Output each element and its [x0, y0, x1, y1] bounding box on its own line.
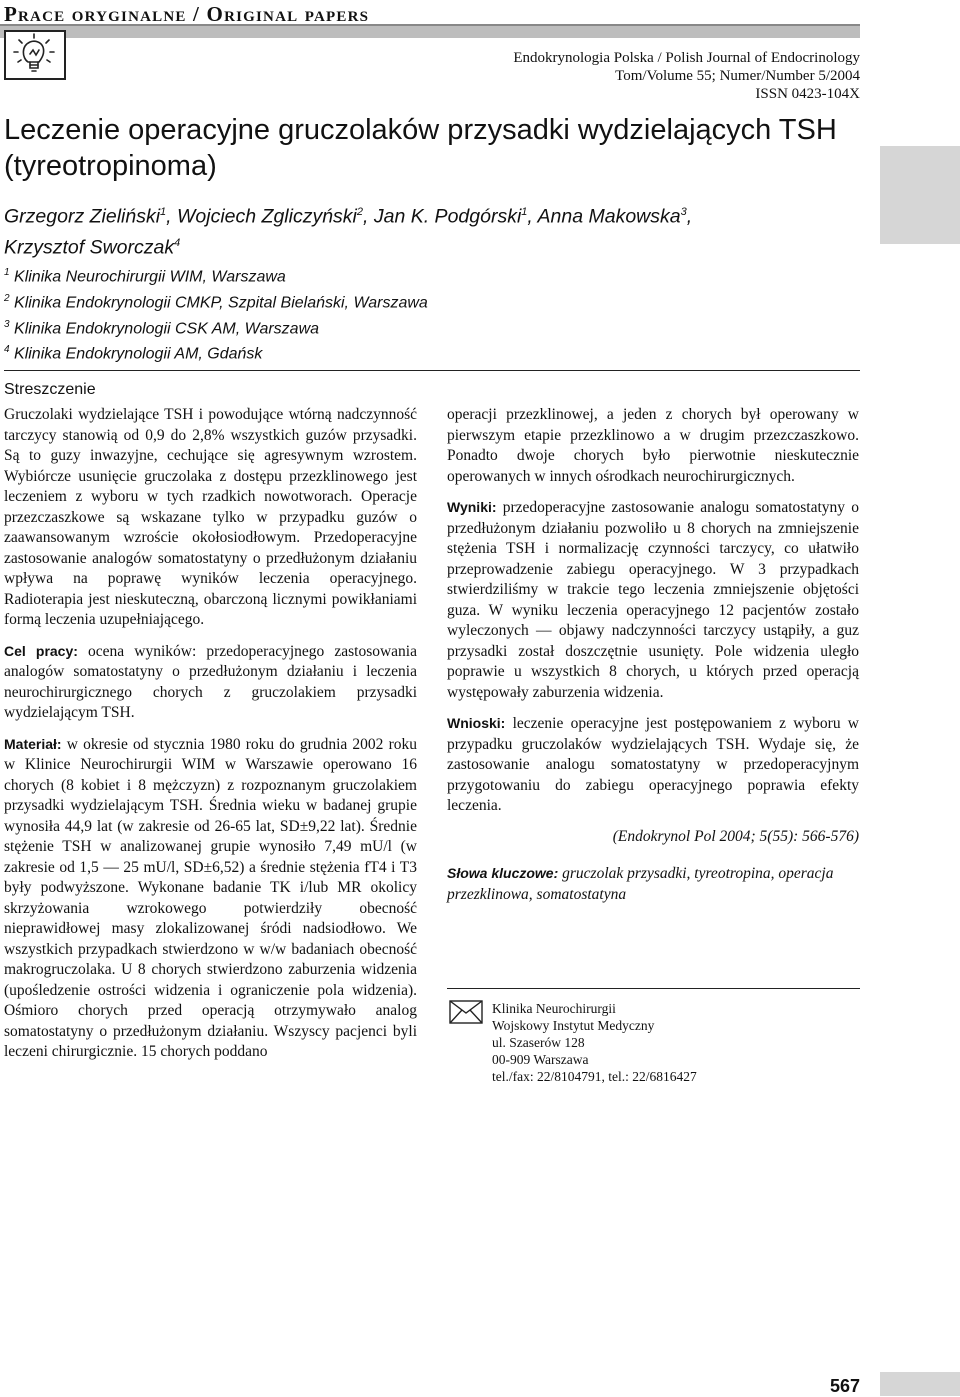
abstract-intro: Gruczolaki wydzielające TSH i powodujące wtórną nadczynność tarczycy stanowią od 0,9 do 2,8% wszystkich guzów przysadki. Są to guzy inwazyjne, cechujące się agresywnym wzrostem. Wybiórcze usunięcie gruczolaka z dostępu przezklinowego jest leczeniem z wyboru w tych rzadkich nowotworach. Operacje przezczaszkowe są wskazane tylko w przypadku guzów o zaawansowanym wzroście okołosiodłowym. Przedoperacyjne zastosowanie analogów somatostatyny o przedłużonym działaniu wpływa na poprawę wyników leczenia operacyjnego. Radioterapia jest nieskuteczną, obarczoną licznymi powikłaniami formą leczenia uzupełniającego.: [4, 406, 417, 628]
abstract-right-column: [447, 405, 859, 915]
author-affiliation-mark: 4: [174, 236, 181, 249]
affiliation-number: 2: [4, 292, 10, 304]
journal-issn: ISSN 0423-104X: [755, 86, 860, 102]
keywords-text: gruczolak przysadki, tyreotropina, operacja przezklinowa, somatostatyna: [447, 865, 834, 903]
abstract-results: [447, 497, 859, 703]
affiliation-text: Klinika Neurochirurgii WIM, Warszawa: [14, 268, 286, 286]
results-label: Wyniki:: [447, 499, 497, 515]
conclusions-text: leczenie operacyjne jest postępowaniem z wyboru w przypadku gruczolaków wydzielających TSH. Wydaje się, że zastosowanie analogu somatostatyny w przedoperacyjnym przygotowaniu do zabiegu operacyjnego poprawia efekty leczenia.: [447, 715, 859, 814]
abstract-conclusions: [447, 713, 859, 817]
affiliation-item: [4, 288, 428, 314]
correspondence-line: ul. Szaserów 128: [492, 1035, 585, 1050]
author-affiliation-mark: 1: [160, 206, 167, 218]
author-name: Anna Makowska: [537, 205, 681, 228]
abstract-heading: Streszczenie: [4, 381, 96, 398]
correspondence-line: Wojskowy Instytut Medyczny: [492, 1018, 655, 1033]
keywords: [447, 863, 859, 905]
results-text: przedoperacyjne zastosowanie analogu somatostatyny o przedłużonym działaniu pozwoliło u 8 chorych na zmniejszenie stężenia TSH i normalizację czynności tarczycy, co ułatwiło przeprowadzenie zabiegu operacyjnego. W 3 przypadkach stwierdziliśmy w trakcie tego leczenia zmniejszenie objętości guza. W wyniku leczenia operacyjnego 12 pacjentów zostało wyleczonych — objawy nadczynności tarczycy ustąpiły, a guz przysadki został doszczętnie usunięty. Pole widzenia uległo poprawie u wszystkich 8 chorych, u których przed operacją występowały zaburzenia widzenia.: [447, 499, 859, 701]
author-affiliation-mark: 3: [680, 206, 687, 218]
author-affiliation-mark: 1: [521, 206, 528, 218]
envelope-icon: [449, 1000, 483, 1024]
aim-label: Cel pracy:: [4, 642, 78, 659]
correspondence-line: tel./fax: 22/8104791, tel.: 22/6816427: [492, 1069, 697, 1084]
affiliation-text: Klinika Endokrynologii CMKP, Szpital Bielański, Warszawa: [14, 294, 428, 312]
material-text: w okresie od stycznia 1980 roku do grudnia 2002 roku w Klinice Neurochirurgii WIM w Warszawie operowano 16 chorych (8 kobiet i 8 mężczyzn) z rozpoznanym gruczolakiem przysadki wydzielającym TSH. Średnia wieku w badanej grupie wynosiła 44,9 lat (w zakresie od 26-65 lat, SD±9,22 lat). Średnie stężenie TSH w analizowanej grupie wynosiło 7,49 mU/l (w zakresie od 1,5 — 25 mU/l, SD±6,52) a średnie stężenia fT4 i T3 były podwyższone. Wykonane badanie TK i/lub MR okolicy skrzyżowania wzrokowego potwierdziły obecność nieprawidłowej masy zlokalizowanej śródi nadsiodłowo. We wszystkich przypadkach stwierdzono w w/w badaniach obecność makrogruczolaka. U 8 chorych stwierdzono zaburzenia widzenia (upośledzenie ostrości widzenia i ograniczenie pola widzenia). Ośmioro chorych przed operacją otrzymywało analog somatostatyny o przedłużonym działaniu. Wszyscy pacjenci byli leczeni chirurgicznie. 15 chorych poddano: [4, 735, 417, 1060]
title-line-1: Leczenie operacyjne gruczolaków przysadki wydzielających TSH: [4, 114, 837, 146]
affiliation-text: Klinika Endokrynologii AM, Gdańsk: [14, 345, 263, 363]
affiliation-item: [4, 262, 428, 288]
author-separator: ,: [686, 205, 693, 228]
journal-volume: Tom/Volume 55; Numer/Number 5/2004: [615, 68, 860, 84]
citation: (Endokrynol Pol 2004; 5(55): 566-576): [612, 827, 859, 845]
author-name: Grzegorz Zieliński: [4, 205, 161, 228]
affiliation-item: [4, 339, 428, 365]
side-tab-bottom: [880, 1372, 960, 1396]
aim-text: ocena wyników: przedoperacyjnego zastosowania analogów somatostatyny o przedłużonym działaniu i leczenia neurochirurgicznego chorych z gruczolakiem przysadki wydzielającym TSH.: [4, 642, 417, 721]
page-number: 567: [829, 1376, 860, 1396]
author-separator: ,: [166, 205, 178, 228]
article-title: [4, 112, 854, 184]
correspondence-line: 00-909 Warszawa: [492, 1052, 589, 1067]
abstract-aim: [4, 641, 417, 724]
affiliation-item: [4, 314, 428, 340]
author-name: Wojciech Zgliczyński: [177, 205, 357, 228]
abstract-continued: operacji przezklinowej, a jeden z chorych był operowany w pierwszym etapie przezklinowo a w drugim przezczaszkowo. Ponadto dwoje chorych było pierwotnie nieskutecznie operowanych w innych ośrodkach neurochirurgicznych.: [447, 406, 859, 485]
correspondence-line: Klinika Neurochirurgii: [492, 1001, 616, 1016]
section-divider: [4, 370, 860, 371]
affiliation-number: 1: [4, 267, 10, 278]
lightbulb-icon: [4, 30, 66, 80]
affiliation-number: 3: [4, 318, 10, 330]
affiliation-list: [4, 262, 428, 365]
side-tab: [880, 146, 960, 244]
material-label: Materiał:: [4, 735, 62, 752]
author-affiliation-mark: 2: [356, 206, 364, 218]
conclusions-label: Wnioski:: [447, 715, 506, 731]
title-line-2: (tyreotropinoma): [4, 150, 217, 182]
affiliation-number: 4: [4, 344, 10, 356]
journal-name: Endokrynologia Polska / Polish Journal of Endocrinology: [513, 50, 860, 66]
correspondence-divider: [447, 988, 860, 989]
author-separator: ,: [363, 205, 374, 228]
affiliation-text: Klinika Endokrynologii CSK AM, Warszawa: [14, 319, 320, 337]
section-header: Prace oryginalne / Original papers: [4, 2, 370, 26]
author-name: Krzysztof Sworczak: [4, 236, 175, 258]
keywords-label: Słowa kluczowe:: [447, 865, 559, 881]
author-list: [4, 199, 854, 260]
abstract-left-column: [4, 405, 417, 1073]
author-name: Jan K. Podgórski: [373, 205, 522, 228]
abstract-material: [4, 734, 417, 1063]
author-separator: ,: [527, 205, 538, 228]
correspondence-address: [492, 1000, 697, 1085]
journal-info: [513, 49, 860, 103]
